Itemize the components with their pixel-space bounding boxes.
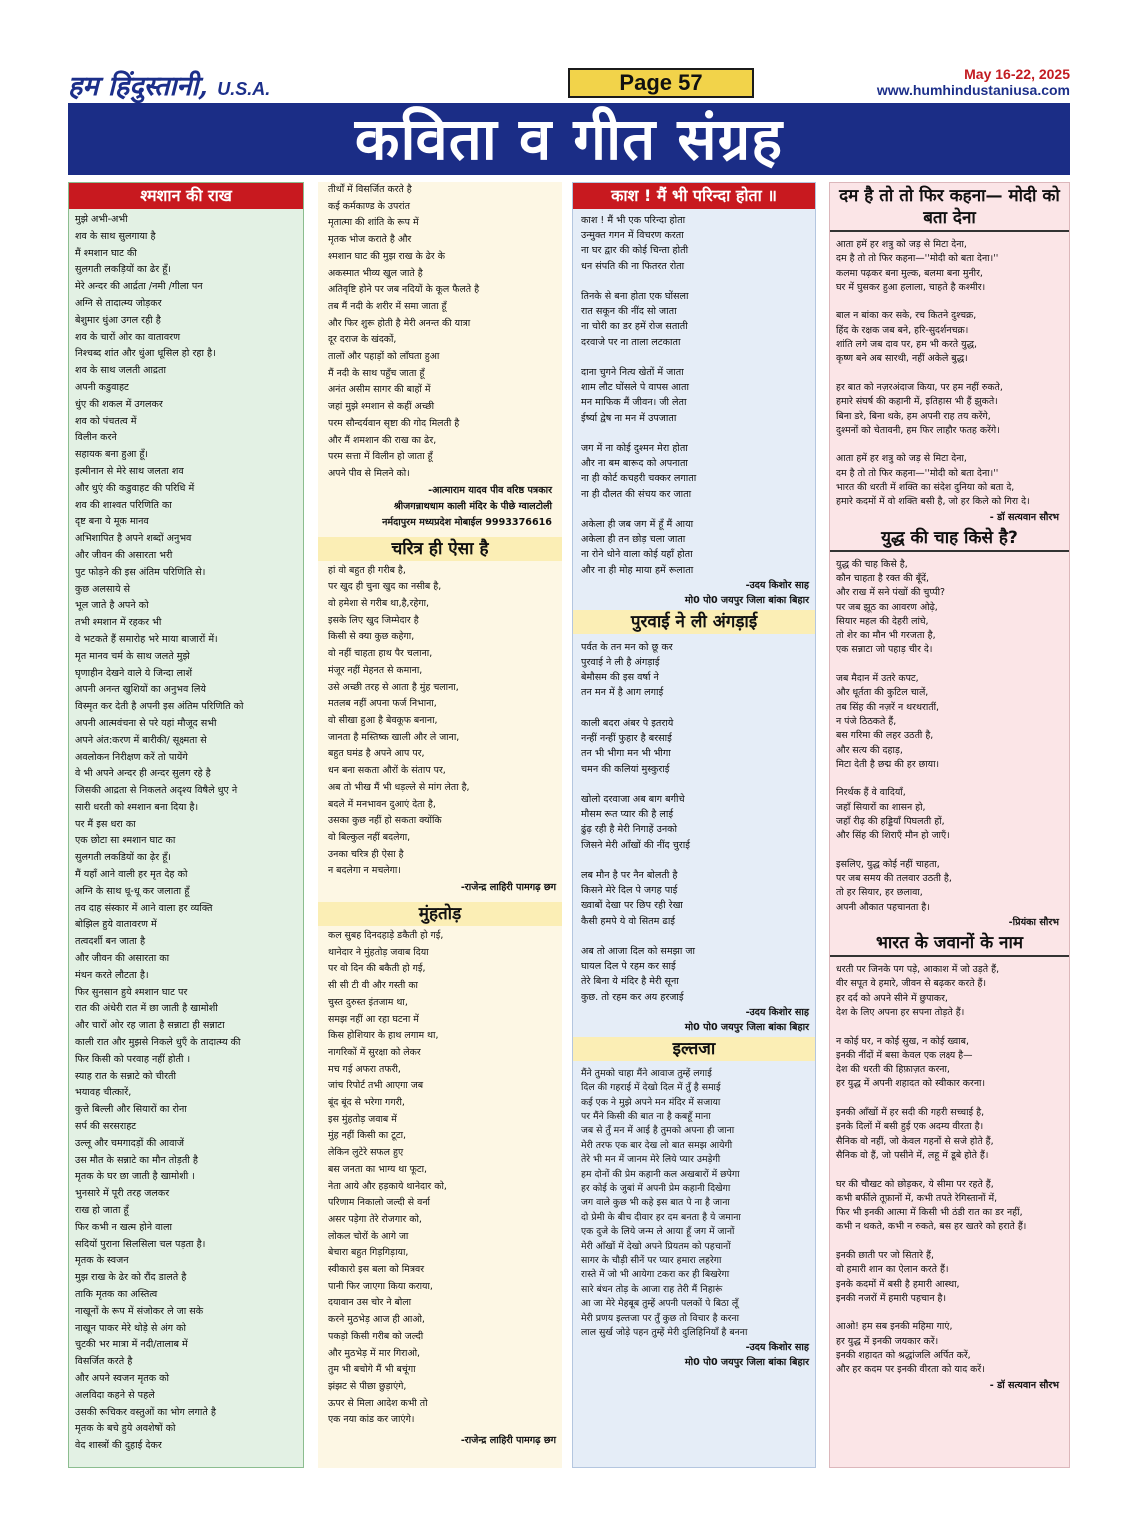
poem-body: पर्वत के तन मन को छू कर पुरवाई ने ली है अंगड़ाई बेमौसम की इस वर्षा ने तन मन में है आग लगाई काली बदरा अंबर पे इतराये नन्हीं नन्हीं फुहार है बरसाई तन भी भीगा मन भी भीगा चमन की कलियां मुस्कुराई खोलो दरवाजा अब बाग बगीचे मौसम रूत प्यार की है लाई ढुंढ़ रही है मेरी निगाहें उनको जिसने मेरी आँखों की नींद चुराई लब मौन है पर नैन बोलती है किसने मेरे दिल पे जगह पाई ख्वाबों देखा पर छिप रही रेखा कैसी हमपे ये वो सितम ढाई अब तो आजा दिल को समझा जा घायल दिल पे रहम कर साई तेरे बिना ये मंदिर है मेरी सूना कुछ. तो रहम कर अय हरजाई: [581, 641, 695, 1003]
date-url-block: [877, 66, 1070, 98]
author-address: मो0 पो0 जयपुर जिला बांका बिहार: [684, 594, 809, 606]
poem-author: -राजेन्द्र लाहिरी पामगढ़ छग: [460, 1435, 556, 1447]
poem-author: - डॉ सत्यवान सौरभ: [989, 511, 1059, 523]
poem-author: -उदय किशोर साह: [745, 1006, 809, 1018]
newspaper-masthead: [68, 66, 270, 103]
poem-body: युद्ध की चाह किसे है, कौन चाहता है रक्त की बूँदें, और राख में सने पंखों की चुप्पी? पर जब झूठ का आवरण ओढ़े, सियार महल की देहरी लांघे, तो शेर का मौन भी गरजता है, एक सन्नाटा जो पहाड़ चीर दे। जब मैदान में उतरे कपट, और धूर्तता की कुटिल चालें, तब सिंह की नज़रें न थरथरातीं, न पंजे ठिठकते हैं, बस गरिमा की लहर उठती है, और सत्य की दहाड़, मिटा देती है छद्म की हर छाया। निरर्थक हैं वे वादियाँ, जहाँ सियारों का शासन हो, जहाँ रीढ़ की हड्डियाँ पिघलती हों, और सिंह की शिराएँ मौन हो जाएँ। इसलिए, युद्ध कोई नहीं चाहता, पर जब समय की तलवार उठती है, तो हर सियार, हर छलावा, अपनी औकात पहचानता है।: [836, 558, 952, 913]
website-link[interactable]: www.humhindustaniusa.com: [876, 82, 1070, 98]
poem-author: -उदय किशोर साह: [745, 579, 809, 591]
column-2: [318, 182, 562, 1468]
poem-body: कल सुबह दिनदहाड़े डकैती हो गई, थानेदार ने मुंहतोड़ जवाब दिया पर वो दिन की बकैती हो गई, सी सी टी वी और गस्ती का चुस्त दुरुस्त इंतजाम था, समझ नहीं आ रहा घटना में किस होशियार के हाथ लगाम था, नागरिकों में सुरक्षा को लेकर मच गई अफरा तफरी, जांच रिपोर्ट तभी आएगा जब बूंद बूंद से भरेगा गगरी, इस मुंहतोड़ जवाब में मुंह नहीं किसी का टूटा, लेकिन लुटेरे सफल हुए बस जनता का भाग्य था फूटा, नेता आये और हड़काये थानेदार को, परिणाम निकालो जल्दी से वर्ना असर पड़ेगा तेरे रोजगार को, लोकल चोरों के आगे जा बेचारा बहुत गिड़गिड़ाया, स्वीकारो इस बला को मित्रवर पानी फिर जाएगा किया कराया, दयावान उस चोर ने बोला करने मुठभेड़ आज ही आओ, पकड़ो किसी गरीब को जल्दी और मुठभेड़ में मार गिराओ, तुम भी बचोगे मैं भी बचूंगा झंझट से पीछा छुड़ाएंगे, ऊपर से मिला आदेश कभी तो एक नया कांड कर जाएंगे।: [328, 930, 447, 1426]
poem-title: श्मशान की राख: [69, 183, 303, 209]
poem-title: इल्तजा: [573, 1037, 815, 1061]
masthead-title: हम हिंदुस्तानी,: [68, 71, 208, 102]
page-number-box: Page 57: [568, 68, 754, 98]
poem-body: मुझे अभी-अभी शव के साथ सुलगाया है मैं श्मशान घाट की सुलगती लकड़ियों का ढेर हूँ। मेरे अन्दर की आर्द्रता /नमी /गीला पन अग्नि से तादात्म्य जोड़कर बेशुमार धुंआ उगल रही है शव के चारों ओर का वातावरण निश्चब्द शांत और धुंआ धूसिल हो रहा है। शव के साथ जलती आद्रता अपनी कडुवाहट धुंए की शकल में उगलकर शव को पंचतत्व में विलीन करने सहायक बना हुआ हूँ। इत्मीनान से मेरे साथ जलता शव और धुएं की कडुवाहट की परिधि में शव की शाश्वत परिणिति का दृष्ट बना ये मूक मानव अभिशापित है अपने शब्दों अनुभव और जीवन की असारता भरी पुट फोड़ने की इस अंतिम परिणिति से। कुछ अलसाये से भूल जाते है अपने को तभी श्मशान में रहकर भी वे भटकते हैं समारोह भरे माया बाजारों में। मृत मानव चर्म के साथ जलते मुझे घृणाहीन देखने वाले ये जिन्दा लाशें अपनी अनन्त खुशियों का अनुभव लिये विस्मृत कर देती है अपनी इस अंतिम परिणिति को अपनी आत्मवंचना से परे यहां मौजूद सभी अपने अंत:करण में बारीकी/ सूक्ष्मता से अवलोकन निरीक्षण करें तो पायेंगे वे भी अपने अन्दर ही अन्दर सुलग रहे है जिसकी आद्रता से निकलते अदृश्य विषैले धुए ने सारी धरती को श्मशान बना दिया है। पर मैं इस धरा का एक छोटा सा श्मशान घाट का सुलगती लकडियों का ढ़ेर हूँ। मैं यहाँ आने वाली हर मृत देह को अग्नि के साथ धू-धू कर जलाता हूँ तव दाह संस्कार में आने वाला हर व्यक्ति बोझिल हुये वातावरण में तत्वदर्शी बन जाता है और जीवन की असारता का मंथन करते लौटता है। फिर सुनसान हुये श्मशान घाट पर रात की अंधेरी रात में छा जाती है खामोशी और चारों ओर रह जाता है सन्नाटा ही सन्नाटा काली रात और मुझसे निकले धुएँ के तादात्म्य की फिर किसी को परवाह नहीं होती । स्याह रात के सन्नाटे को चीरती भयावह चीत्कारें, कुत्ते बिल्ली और सियारों का रोना सर्प की सरसराहट उल्लू और चमगादड़ों की आवाजें उस मौत के सन्नाटे का मौन तोड़ती है मृतक के घर छा जाती है खामोशी । भुनसारे में पूरी तरह जलकर राख हो जाता हूँ फिर कभी न खत्म होने वाला सदियों पुराना सिलसिला चल पड़ता है। मृतक के स्वजन मुझ राख के ढेर को रौंद डालते है ताकि मृतक का अस्तित्व नाखूनों के रूप में संजोकर ले जा सके नाखून पाकर मेरे थोड़े से अंग को चुटकी भर मात्रा में नदी/तालाब में विसर्जित करते है और अपने स्वजन मृतक को अलविदा कहने से पहले उसकी रूचिकर वस्तुओं का भोग लगाते है मृतक के बचे हुये अवशेषों को वेद शास्त्रों की दुहाई देकर: [75, 214, 244, 1452]
poem-body: धरती पर जिनके पग पड़े, आकाश में जो उड़ते हैं, वीर सपूत वे हमारे, जीवन से बढ़कर करते हैं। हर दर्द को अपने सीने में छुपाकर, देश के लिए अपना हर सपना तोड़ते हैं। न कोई घर, न कोई सुख, न कोई ख्वाब, इनकी नींदों में बसा केवल एक लक्ष्य है— देश की धरती की हिफ़ाज़त करना, हर युद्ध में अपनी शहादत को स्वीकार करना। इनकी आँखों में हर सदी की गहरी सच्चाई है, इनके दिलों में बसी हुई एक अदम्य वीरता है। सैनिक वो नहीं, जो केवल गहनों से सजे होते हैं, सैनिक वो हैं, जो पसीने में, लहू में डूबे होते हैं। घर की चौखट को छोड़कर, ये सीमा पर रहते हैं, कभी बर्फीले तूफ़ानों में, कभी तपते रेगिस्तानों में, फिर भी इनकी आत्मा में किसी भी ठंडी रात का डर नहीं, कभी न थकते, कभी न रुकते, बस हर खतरे को हराते हैं। इनकी छाती पर जो सितारे हैं, वो हमारी शान का ऐलान करते हैं। इनके कदमों में बसी है हमारी आस्था, इनकी नजरों में हमारी पहचान है। आओ! हम सब इनकी महिमा गाएं, हर युद्ध में इनकी जयकार करें। इनकी शहादत को श्रद्धांजलि अर्पित करें, और हर कदम पर इनकी वीरता को याद करें।: [836, 964, 1027, 1376]
author-address: मो0 पो0 जयपुर जिला बांका बिहार: [684, 1357, 809, 1369]
poem-body: मैंने तुमको चाहा मैंने आवाज तुम्हें लगाई दिल की गहराई में देखो दिल में तुँ है समाई कई एक ने मुझे अपने मन मंदिर में सजाया पर मैंने किसी की बात ना है कबहूँ माना जब से तुँ मन में आई है तुमको अपना ही जाना मेरी तरफ एक बार देख लो बात समझ आयेगी तेरे भी मन में जानम मेरे लिये प्यार उमड़ेगी हम दोनों की प्रेम कहानी कल अखबारों में छपेगा हर कोई के जुबां में अपनी प्रेम कहानी दिखेगा जग वाले कुछ भी कहे इस बात पे ना है जाना दो प्रेमी के बीच दीवार हर दम बनता है ये जमाना एक दुजे के लिये जन्म ले आया हूँ जग में जानों मेरी आँखों में देखो अपने प्रियतम को पहचानों सागर के चौड़ी सीनें पर प्यार हमारा लहरेगा रास्ते में जो भी आयेगा टकरा कर ही बिखरेगा सारे बंधन तोड़ के आजा राह तेरी मैं निहारूं आ जा मेरे मेहबूब तुम्हें अपनी पलकों पे बिठा लूँ मेरी प्रणय इल्तजा पर तुँ कुछ तो विचार है करना लाल सुर्ख जोड़े पहन तुम्हें मेरी दुलिहिनियाँ है बनना: [581, 1067, 748, 1339]
column-1: [68, 182, 304, 1468]
poem-author: - डॉ सत्यवान सौरभ: [989, 1379, 1059, 1391]
poem-author: -प्रियंका सौरभ: [1008, 917, 1059, 929]
column-4: [829, 182, 1070, 1468]
poem-body: आता हमें हर शत्रु को जड़ से मिटा देना, दम है तो तो फिर कहना—''मोदी को बता देना।'' कलमा पढ़कर बना मुल्क, बलमा बना मुनीर, घर में घुसकर हुआ हलाला, चाहते है कश्मीर। बाल न बांका कर सके, रच कितने दुश्चक्र, हिंद के रक्षक जब बने, हरि-सुदर्शनचक्र। शांति लगे जब दाव पर, हम भी करते युद्ध, कृष्ण बने अब सारथी, नहीं अकेले बुद्ध। हर बात को नज़रअंदाज किया, पर हम नहीं रुकते, हमारे संघर्ष की कहानी में, इतिहास भी हैं झुकते। बिना डरे, बिना थके, हम अपनी राह तय करेंगे, दुश्मनों को चेतावनी, हम फिर लाहौर फतह करेंगे। आता हमें हर शत्रु को जड़ से मिटा देना, दम है तो तो फिर कहना—''मोदी को बता देना।'' भारत की धरती में शक्ति का संदेश दुनिया को बता दे, हमारे कदमों में वो शक्ति बसी है, जो हर किले को गिरा दे।: [836, 239, 1030, 508]
poem-author: -उदय किशोर साह: [745, 1342, 809, 1354]
column-3: [572, 182, 816, 1468]
author-address: मो0 पो0 जयपुर जिला बांका बिहार: [684, 1021, 809, 1033]
poem-title: मुंहतोड़: [318, 902, 562, 926]
page-header: [68, 66, 1070, 102]
poem-title: चरित्र ही ऐसा है: [318, 537, 562, 561]
section-banner: कविता व गीत संग्रह: [68, 103, 1070, 175]
poem-title: युद्ध की चाह किसे है?: [830, 527, 1069, 552]
poem-body: काश ! मैं भी एक परिन्दा होता उन्मुक्त गगन में विचरण करता ना घर द्वार की कोई चिन्ता होती धन संपति की ना फितरत रोता तिनके से बना होता एक घोंसला रात सकून की नींद सो जाता ना चोरी का डर हमें रोज सताती दरवाजे पर ना ताला लटकाता दाना चुगने नित्य खेतों में जाता शाम लौट घोंसले पे वापस आता मन माफिक मैं जीवन। जी लेता ईर्ष्या द्वेष ना मन में उपजाता जग में ना कोई दुश्मन मेरा होता और ना बम बारूद को अपनाता ना ही कोर्ट कचहरी चक्कर लगाता ना ही दौलत की संचय कर जाता अकेला ही जब जग में हूँ मैं आया अकेला ही तन छोड़ चला जाता ना रोने धोने वाला कोई यहाँ होता और ना ही मोह माया हमें रूलाता: [581, 215, 697, 576]
poem-body: तीर्थों में विसर्जित करते है कई कर्मकाण्ड के उपरांत मृतात्मा की शांति के रूप में मृतक भोज कराते है और श्मशान घाट की मुझ राख के ढेर के अकस्मात भीव्य खुल जाते है अतिवृष्टि होने पर जब नदियों के कूल फैलते है तब मैं नदी के शरीर में समा जाता हूँ और फिर शुरू होती है मेरी अनन्त की यात्रा दूर दराज के खंदकों, तालों और पहाड़ों को लाँघता हुआ मैं नदी के साथ पहुँच जाता हूँ अनंत असीम सागर की बाहों में जहां मुझे श्मशान से कहीं अच्छी परम सौन्दर्यवान सृष्टा की गोद मिलती है और मैं शमशान की राख का ढेर, परम सत्ता में विलीन हो जाता हूँ अपने पीव से मिलने को।: [328, 184, 480, 479]
poem-body: हां वो बहुत ही गरीब है, पर खुद ही चुना खुद का नसीब है, वो हमेशा से गरीब था,है,रहेगा, इसके लिए खुद जिम्मेदार है किसी से क्या कुछ कहेगा, वो नहीं चाहता हाथ पैर चलाना, मंजूर नहीं मेहनत से कमाना, उसे अच्छी तरह से आता है मुंह चलाना, मतलब नहीं अपना फर्ज निभाना, वो सीखा हुआ है बेवकूफ बनाना, जानता है मस्तिष्क खाली और ले जाना, बहुत घमंड है अपने आप पर, धन बना सकता औरों के संताप पर, अब तो भीख मैं भी धड़ल्ले से मांग लेता है, बदले में मनभावन दुआएं देता है, उसका कुछ नहीं हो सकता क्योंकि वो बिल्कुल नहीं बदलेगा, उनका चरित्र ही ऐसा है न बदलेगा न मचलेगा।: [328, 564, 470, 877]
masthead-suffix: U.S.A.: [217, 79, 271, 99]
poem-title: पुरवाई ने ली अंगड़ाई: [573, 610, 815, 634]
poem-author: -राजेन्द्र लाहिरी पामगढ़ छग: [460, 882, 556, 894]
issue-date: May 16-22, 2025: [964, 66, 1070, 82]
poem-title: दम है तो तो फिर कहना— मोदी को बता देना: [830, 185, 1069, 232]
poem-title: भारत के जवानों के नाम: [830, 932, 1069, 957]
poem-author: -आत्माराम यादव पीव वरिष्ठ पत्रकार श्रीजगन्नाथधाम काली मंदिर के पीछे ग्वालटोली नर्मदापुरम मध्यप्रदेश मोबाईल 9993376616: [382, 484, 552, 528]
poem-title: काश ! मैं भी परिन्दा होता ॥: [573, 183, 815, 209]
